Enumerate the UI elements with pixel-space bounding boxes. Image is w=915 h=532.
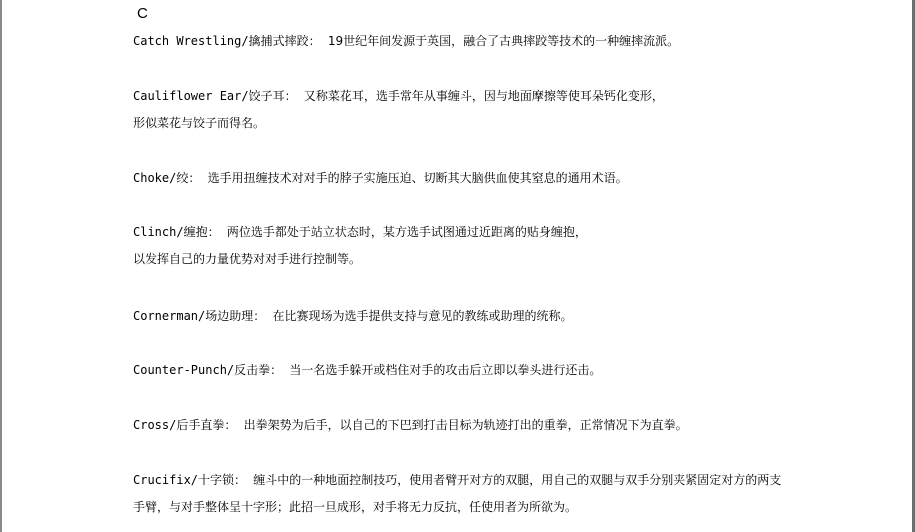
entry-description-continued: 手臂，与对手整体呈十字形；此招一旦成形，对手将无力反抗，任使用者为所欲为。	[133, 500, 578, 514]
entry-term: Crucifix/十字锁：	[133, 473, 247, 487]
glossary-entry-cornerman	[133, 303, 793, 330]
glossary-entry-choke	[133, 165, 793, 192]
entry-description: 选手用扭缠技术对对手的脖子实施压迫、切断其大脑供血使其窒息的通用术语。	[207, 171, 628, 185]
glossary-entry-cauliflower-ear	[133, 83, 793, 137]
entry-description: 19世纪年间发源于英国，融合了古典摔跤等技术的一种缠摔流派。	[327, 34, 680, 48]
entry-term: Catch Wrestling/擒捕式摔跤：	[133, 34, 321, 48]
entry-description: 出拳架势为后手，以自己的下巴到打击目标为轨迹打出的重拳，正常情况下为直拳。	[243, 418, 688, 432]
entry-term: Counter-Punch/反击拳：	[133, 363, 283, 377]
entry-description: 两位选手都处于站立状态时，某方选手试图通过近距离的贴身缠抱，	[226, 225, 587, 239]
entry-description: 又称菜花耳，选手常年从事缠斗，因与地面摩擦等使耳朵钙化变形，	[303, 89, 664, 103]
entry-term: Clinch/缠抱：	[133, 225, 220, 239]
entry-description: 在比赛现场为选手提供支持与意见的教练或助理的统称。	[272, 309, 573, 323]
glossary-entry-cross	[133, 412, 793, 439]
section-letter: C	[137, 5, 148, 22]
entry-description-continued: 以发挥自己的力量优势对对手进行控制等。	[133, 252, 362, 266]
entry-description-continued: 形似菜花与饺子而得名。	[133, 116, 266, 130]
glossary-entry-catch-wrestling	[133, 28, 793, 55]
entry-term: Choke/绞：	[133, 171, 201, 185]
entry-term: Cauliflower Ear/饺子耳：	[133, 89, 297, 103]
entry-description: 当一名选手躲开或档住对手的攻击后立即以拳头进行还击。	[289, 363, 602, 377]
entry-description: 缠斗中的一种地面控制技巧，使用者臂开对方的双腿，用自己的双腿与双手分别夹紧固定对方的两支	[253, 473, 782, 487]
entry-term: Cross/后手直拳：	[133, 418, 237, 432]
entry-term: Cornerman/场边助理：	[133, 309, 266, 323]
glossary-entry-crucifix	[133, 467, 793, 521]
glossary-entry-counter-punch	[133, 357, 793, 384]
glossary-entry-clinch	[133, 219, 793, 273]
